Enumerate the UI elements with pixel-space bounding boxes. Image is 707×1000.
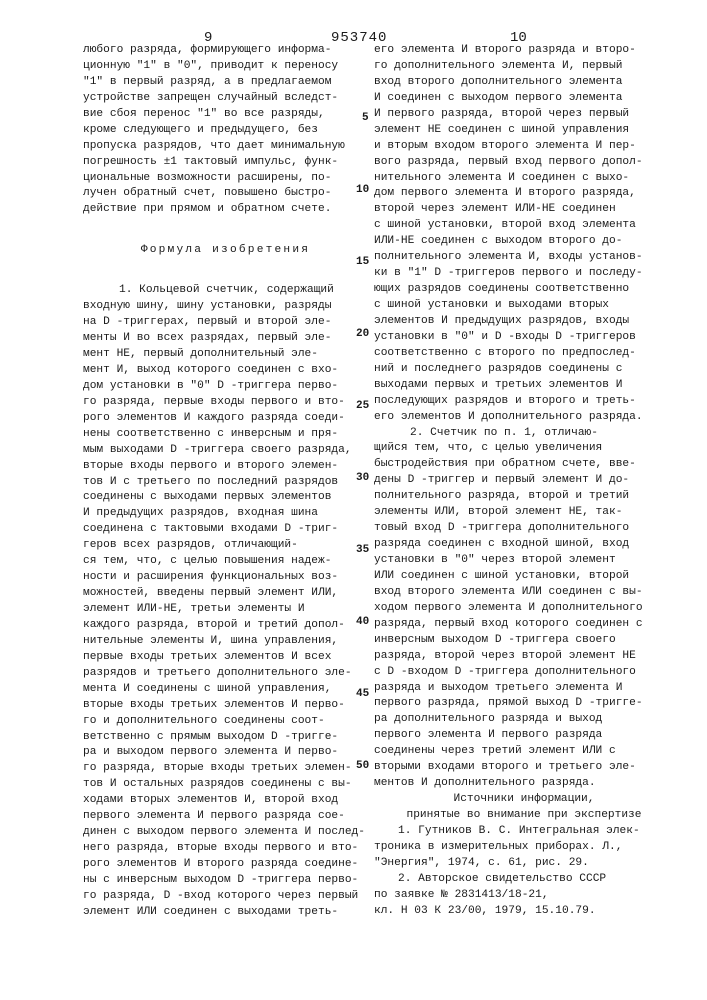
text-line: рого элементов И второго разряда соедине- — [83, 857, 368, 873]
text-line: "1" в первый разряд, а в предлагаемом — [83, 75, 368, 91]
text-line: первого разряда, прямой выход D -тригге- — [374, 696, 674, 712]
text-line: устройстве запрещен случайный вследст- — [83, 91, 368, 107]
text-line: быстродействия при обратном счете, вве- — [374, 457, 674, 473]
text-line: тов И с третьего по последний разрядов — [83, 475, 368, 491]
text-line: 2. Авторское свидетельство СССР — [374, 872, 674, 888]
text-line: геров всех разрядов, отличающий- — [83, 538, 368, 554]
line-number: 20 — [356, 328, 369, 340]
text-line: первые входы третьих элементов И всех — [83, 650, 368, 666]
sources-heading-2: принятые во внимание при экспертизе — [374, 808, 674, 824]
text-line: по заявке № 2831413/18-21, — [374, 888, 674, 904]
text-line: дены D -триггер и первый элемент И до- — [374, 473, 674, 489]
text-line: ки в "1" D -триггеров первого и последу- — [374, 266, 674, 282]
text-line: 1. Кольцевой счетчик, содержащий — [83, 283, 368, 299]
text-line: вого разряда, первый вход первого допол- — [374, 155, 674, 171]
text-line: ний и последнего разрядов соединены с — [374, 362, 674, 378]
text-line: троника в измерительных приборах. Л., — [374, 840, 674, 856]
text-line: лучен обратный счет, повышено быстро- — [83, 186, 368, 202]
text-line: второй через элемент ИЛИ-НЕ соединен — [374, 202, 674, 218]
text-line: го дополнительного элемента И, первый — [374, 59, 674, 75]
line-number: 50 — [356, 760, 369, 772]
text-line: элемент НЕ соединен с шиной управления — [374, 123, 674, 139]
text-line: ИЛИ соединен с шиной установки, второй — [374, 569, 674, 585]
text-line: кроме следующего и предыдущего, без — [83, 123, 368, 139]
text-line: ности и расширения функциональных воз- — [83, 570, 368, 586]
formula-heading: Формула изобретения — [83, 243, 368, 259]
right-column — [374, 43, 674, 920]
text-line: товый вход D -триггера дополнительного — [374, 521, 674, 537]
text-line: го разряда, вторые входы третьих элемен- — [83, 761, 368, 777]
text-line: можностей, введены первый элемент ИЛИ, — [83, 586, 368, 602]
left-column — [83, 43, 368, 921]
text-line: кл. Н 03 К 23/00, 1979, 15.10.79. — [374, 904, 674, 920]
text-line: го разряда, D -вход которого через первый — [83, 889, 368, 905]
claim-2 — [374, 426, 674, 793]
patent-number: 953740 — [331, 30, 387, 46]
text-line: с шиной установки и выходами вторых — [374, 298, 674, 314]
text-line: разрядов и третьего дополнительного эле- — [83, 666, 368, 682]
claim-1-continued — [374, 43, 674, 426]
text-line: любого разряда, формирующего информа- — [83, 43, 368, 59]
text-line: го разряда, первые входы первого и вто- — [83, 395, 368, 411]
text-line: И предыдущих разрядов, входная шина — [83, 506, 368, 522]
text-line: И соединен с выходом первого элемента — [374, 91, 674, 107]
text-line: нительного элемента И соединен с выхо- — [374, 171, 674, 187]
text-line: ходом первого элемента И дополнительного — [374, 601, 674, 617]
text-line: вторые входы первого и второго элемен- — [83, 459, 368, 475]
text-line: ветственно с прямым выходом D -тригге- — [83, 730, 368, 746]
text-line: мента И соединены с шиной управления, — [83, 682, 368, 698]
text-line: его элементов И дополнительного разряда. — [374, 410, 674, 426]
claim-1 — [83, 283, 368, 921]
text-line: элементов И предыдущих разрядов, входы — [374, 314, 674, 330]
text-line: вторые входы третьих элементов И перво- — [83, 698, 368, 714]
text-line: мым выходами D -триггера своего разряда, — [83, 443, 368, 459]
text-line: элемент ИЛИ-НЕ, третьи элементы И — [83, 602, 368, 618]
text-line: мент И, выход которого соединен с вхо- — [83, 363, 368, 379]
text-line: ИЛИ-НЕ соединен с выходом второго до- — [374, 234, 674, 250]
text-line: соответственно с второго по предпослед- — [374, 346, 674, 362]
text-line: соединена с тактовыми входами D -триг- — [83, 522, 368, 538]
text-line: дом первого элемента И второго разряда, — [374, 186, 674, 202]
text-line: соединены через третий элемент ИЛИ с — [374, 744, 674, 760]
line-number: 15 — [356, 256, 369, 268]
text-line: нительные элементы И, шина управления, — [83, 634, 368, 650]
text-line: разряда, второй через второй элемент НЕ — [374, 649, 674, 665]
text-line: ра и выходом первого элемента И перво- — [83, 745, 368, 761]
sources-heading-1: Источники информации, — [374, 792, 674, 808]
text-line: ходами вторых элементов И, второй вход — [83, 793, 368, 809]
line-number: 5 — [362, 112, 369, 124]
text-line: "Энергия", 1974, с. 61, рис. 29. — [374, 856, 674, 872]
text-line: дом установки в "0" D -триггера перво- — [83, 379, 368, 395]
text-line: действие при прямом и обратном счете. — [83, 202, 368, 218]
text-line: циональные возможности расширены, по- — [83, 171, 368, 187]
text-line: менты И во всех разрядах, первый эле- — [83, 331, 368, 347]
text-line: установки в "0" через второй элемент — [374, 553, 674, 569]
line-number: 10 — [356, 184, 369, 196]
text-line: го и дополнительного соединены соот- — [83, 714, 368, 730]
text-line: И первого разряда, второй через первый — [374, 107, 674, 123]
text-line: элемент ИЛИ соединен с выходами треть- — [83, 905, 368, 921]
text-line: последующих разрядов и второго и треть- — [374, 394, 674, 410]
text-line: первого элемента И первого разряда — [374, 728, 674, 744]
text-line: соединены с выходами первых элементов — [83, 490, 368, 506]
text-line: его элемента И второго разряда и второ- — [374, 43, 674, 59]
text-line: на D -триггерах, первый и второй эле- — [83, 315, 368, 331]
text-line: 1. Гутников В. С. Интегральная элек- — [374, 824, 674, 840]
text-line: с D -входом D -триггера дополнительного — [374, 665, 674, 681]
text-line: ны с инверсным выходом D -триггера перво- — [83, 873, 368, 889]
text-line: разряда и выходом третьего элемента И — [374, 681, 674, 697]
line-number: 45 — [356, 688, 369, 700]
text-line: ра дополнительного разряда и выход — [374, 712, 674, 728]
text-line: мент НЕ, первый дополнительный эле- — [83, 347, 368, 363]
text-line: тов И остальных разрядов соединены с вы- — [83, 777, 368, 793]
text-line: рого элементов И каждого разряда соеди- — [83, 411, 368, 427]
text-line: нены соответственно с инверсным и пря- — [83, 427, 368, 443]
text-line: ментов И дополнительного разряда. — [374, 776, 674, 792]
line-number: 30 — [356, 472, 369, 484]
text-line: с шиной установки, второй вход элемента — [374, 218, 674, 234]
text-line: разряда соединен с входной шиной, вход — [374, 537, 674, 553]
text-line: ся тем, что, с целью повышения надеж- — [83, 554, 368, 570]
text-line: вход второго дополнительного элемента — [374, 75, 674, 91]
text-line: каждого разряда, второй и третий допол- — [83, 618, 368, 634]
sources-list — [374, 824, 674, 920]
text-line: и вторым входом второго элемента И пер- — [374, 139, 674, 155]
text-line: входную шину, шину установки, разряды — [83, 299, 368, 315]
line-number: 40 — [356, 616, 369, 628]
text-line: разряда, первый вход которого соединен с — [374, 617, 674, 633]
text-line: полнительного разряда, второй и третий — [374, 489, 674, 505]
intro-paragraph — [83, 43, 368, 218]
text-line: щийся тем, что, с целью увеличения — [374, 441, 674, 457]
text-line: выходами первых и третьих элементов И — [374, 378, 674, 394]
line-number: 25 — [356, 400, 369, 412]
page-number-left: 9 — [204, 30, 212, 46]
text-line: полнительного элемента И, входы установ- — [374, 250, 674, 266]
line-number: 35 — [356, 544, 369, 556]
text-line: инверсным выходом D -триггера своего — [374, 633, 674, 649]
text-line: динен с выходом первого элемента И послед- — [83, 825, 368, 841]
text-line: элементы ИЛИ, второй элемент НЕ, так- — [374, 505, 674, 521]
text-line: пропуска разрядов, что дает минимальную — [83, 139, 368, 155]
text-line: установки в "0" и D -входы D -триггеров — [374, 330, 674, 346]
text-line: первого элемента И первого разряда сое- — [83, 809, 368, 825]
text-line: ционную "1" в "0", приводит к переносу — [83, 59, 368, 75]
text-line: ющих разрядов соединены соответственно — [374, 282, 674, 298]
text-line: 2. Счетчик по п. 1, отличаю- — [374, 426, 674, 442]
text-line: вторыми входами второго и третьего эле- — [374, 760, 674, 776]
text-line: вход второго элемента ИЛИ соединен с вы- — [374, 585, 674, 601]
text-line: вие сбоя перенос "1" во все разряды, — [83, 107, 368, 123]
text-line: него разряда, вторые входы первого и вто- — [83, 841, 368, 857]
text-line: погрешность ±1 тактовый импульс, функ- — [83, 155, 368, 171]
page-number-right: 10 — [510, 30, 527, 46]
